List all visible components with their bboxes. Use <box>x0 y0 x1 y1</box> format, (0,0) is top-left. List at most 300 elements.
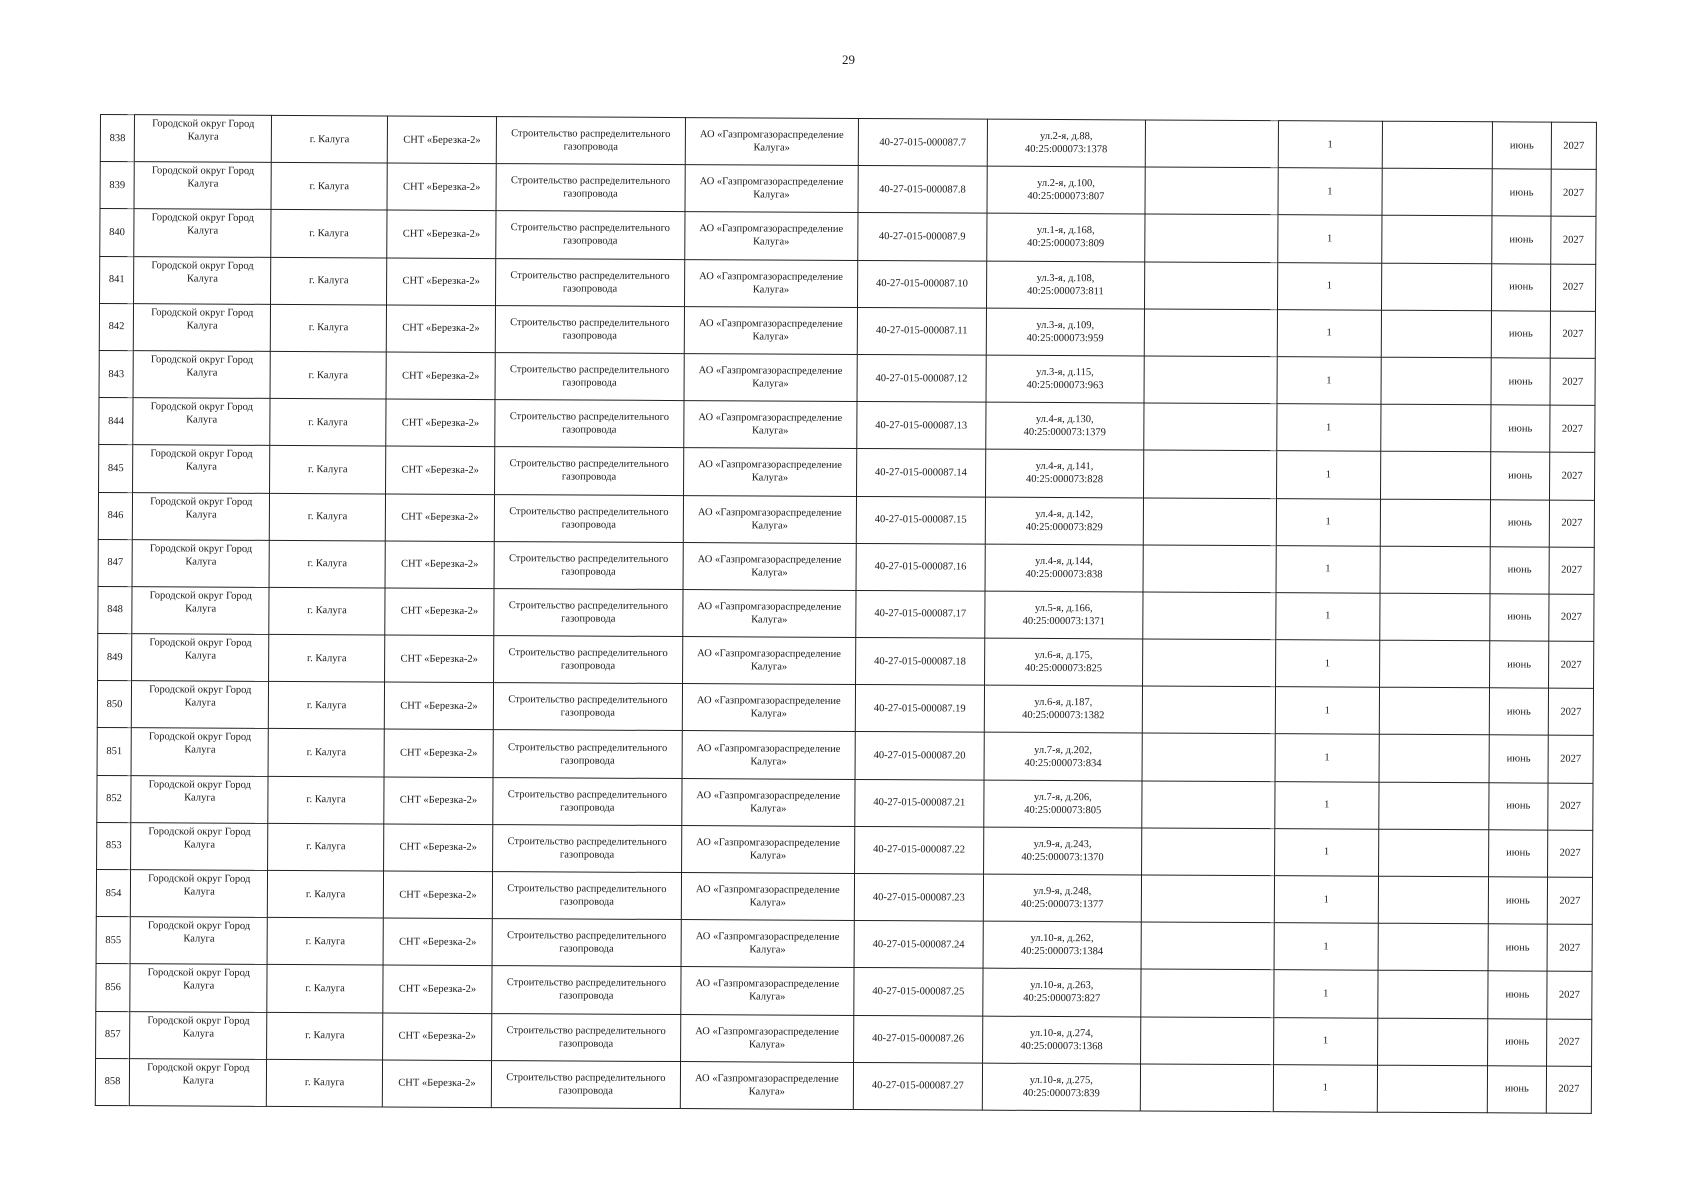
address-cadastral-line1: ул.4-я, д.142, <box>1035 508 1094 520</box>
quantity: 1 <box>1277 404 1381 452</box>
city: г. Калуга <box>267 1059 383 1107</box>
quantity: 1 <box>1277 357 1381 405</box>
empty-cell-10 <box>1144 356 1277 404</box>
address-cadastral-line2: 40:25:000073:959 <box>1026 332 1104 345</box>
organization-line2: газораспределение Калуга» <box>750 648 841 673</box>
row-number: 849 <box>98 634 133 681</box>
address-cadastral-line2: 40:25:000073:1371 <box>1022 615 1105 628</box>
city: г. Калуга <box>271 163 387 211</box>
work-description: Строительство распределительного газопровода <box>492 1013 681 1061</box>
organization-line2: газораспределение Калуга» <box>751 507 842 532</box>
municipal-district: Городской округ Город Калуга <box>131 775 268 823</box>
address-cadastral-line1: ул.3-я, д.115, <box>1036 366 1094 379</box>
object-code: 40-27-015-000087.23 <box>854 873 983 921</box>
address-cadastral-line2: 40:25:000073:1370 <box>1021 851 1104 864</box>
row-number: 838 <box>100 115 135 162</box>
empty-cell-10 <box>1144 450 1277 498</box>
table-row <box>100 256 1596 311</box>
month: июнь <box>1491 405 1550 452</box>
address-cadastral <box>983 921 1142 969</box>
address-cadastral-line2: 40:25:000073:1384 <box>1020 946 1104 958</box>
work-description: Строительство распределительного газопровода <box>493 730 682 778</box>
snt-name: СНТ «Березка-2» <box>387 210 496 258</box>
work-description: Строительство распределительного газопровода <box>495 353 684 401</box>
quantity: 1 <box>1273 1064 1377 1112</box>
address-cadastral-line1: ул.7-я, д.202, <box>1034 744 1092 756</box>
organization-line1: АО «Газпром <box>698 412 759 424</box>
year: 2027 <box>1549 500 1594 547</box>
address-cadastral <box>986 308 1145 356</box>
organization-line2: газораспределение Калуга» <box>753 223 844 249</box>
address-cadastral <box>982 1063 1141 1111</box>
address-cadastral-line1: ул.4-я, д.130, <box>1035 414 1094 426</box>
organization-line1: АО «Газпром <box>696 789 757 802</box>
snt-name: СНТ «Березка-2» <box>385 446 494 494</box>
table-row <box>99 445 1595 500</box>
object-code: 40-27-015-000087.21 <box>855 779 984 827</box>
table-row <box>95 1058 1591 1113</box>
row-number: 856 <box>96 964 131 1011</box>
snt-name: СНТ «Березка-2» <box>384 777 493 825</box>
empty-cell-10 <box>1143 545 1276 593</box>
municipal-district: Городской округ Город Калуга <box>132 681 269 729</box>
municipal-district: Городской округ Город Калуга <box>133 492 270 540</box>
organization-line1: АО «Газпром <box>696 837 756 849</box>
month: июнь <box>1487 1066 1546 1113</box>
object-code: 40-27-015-000087.22 <box>855 826 984 874</box>
address-cadastral-line2: 40:25:000073:827 <box>1023 993 1101 1005</box>
row-number: 852 <box>97 775 132 822</box>
organization <box>681 873 855 921</box>
work-description: Строительство распределительного газопровода <box>492 872 681 920</box>
organization <box>685 118 859 166</box>
quantity: 1 <box>1275 640 1379 688</box>
year: 2027 <box>1550 358 1595 405</box>
year: 2027 <box>1547 924 1592 971</box>
organization <box>681 778 855 826</box>
address-cadastral-line1: ул.3-я, д.108, <box>1036 272 1095 284</box>
month: июнь <box>1491 452 1550 499</box>
address-cadastral-line2: 40:25:000073:829 <box>1025 521 1103 533</box>
address-cadastral-line2: 40:25:000073:828 <box>1025 474 1104 486</box>
address-cadastral-line1: ул.9-я, д.243, <box>1033 838 1092 851</box>
address-cadastral-line2: 40:25:000073:1378 <box>1025 143 1108 156</box>
organization <box>682 684 856 732</box>
organization-line1: АО «Газпром <box>695 884 756 896</box>
object-code: 40-27-015-000087.19 <box>855 685 984 733</box>
quantity: 1 <box>1276 451 1380 499</box>
organization-line1: АО «Газпром <box>697 648 757 660</box>
city: г. Калуга <box>267 1012 383 1060</box>
month: июнь <box>1489 688 1548 735</box>
empty-cell-10 <box>1145 167 1278 215</box>
address-cadastral <box>984 591 1143 639</box>
empty-cell-10 <box>1144 309 1277 357</box>
organization-line1: АО «Газпром <box>697 553 758 566</box>
row-number: 855 <box>96 917 131 964</box>
organization <box>681 920 855 968</box>
empty-cell-12 <box>1381 357 1492 405</box>
organization <box>684 306 858 354</box>
quantity: 1 <box>1274 923 1378 971</box>
empty-cell-12 <box>1381 310 1492 358</box>
year: 2027 <box>1547 971 1592 1018</box>
object-code: 40-27-015-000087.14 <box>857 449 986 497</box>
work-description: Строительство распределительного газопровода <box>493 683 682 731</box>
municipal-district: Городской округ Город Калуга <box>135 115 272 163</box>
municipal-district: Городской округ Город Калуга <box>130 1011 267 1059</box>
object-code: 40-27-015-000087.17 <box>856 590 985 638</box>
empty-cell-12 <box>1380 546 1491 594</box>
address-cadastral <box>986 214 1145 262</box>
empty-cell-10 <box>1142 733 1275 781</box>
empty-cell-10 <box>1145 214 1278 262</box>
row-number: 846 <box>98 492 133 539</box>
address-cadastral <box>985 402 1144 450</box>
month: июнь <box>1492 122 1551 169</box>
empty-cell-10 <box>1145 120 1278 168</box>
address-cadastral <box>984 638 1143 686</box>
quantity: 1 <box>1276 498 1380 546</box>
year: 2027 <box>1551 216 1596 263</box>
row-number: 853 <box>97 822 132 869</box>
month: июнь <box>1490 641 1549 688</box>
snt-name: СНТ «Березка-2» <box>382 1060 491 1108</box>
quantity: 1 <box>1275 734 1379 782</box>
organization-line2: газораспределение Калуга» <box>748 1026 840 1051</box>
object-code: 40-27-015-000087.18 <box>856 638 985 686</box>
municipal-district: Городской округ Город Калуга <box>133 445 270 493</box>
year: 2027 <box>1547 877 1592 924</box>
row-number: 847 <box>98 539 133 586</box>
month: июнь <box>1489 782 1548 829</box>
empty-cell-10 <box>1141 875 1274 923</box>
address-cadastral-line2: 40:25:000073:839 <box>1022 1087 1100 1100</box>
organization <box>680 967 854 1015</box>
row-number: 851 <box>97 728 132 775</box>
organization <box>683 448 857 496</box>
address-cadastral-line1: ул.4-я, д.144, <box>1035 555 1093 567</box>
quantity: 1 <box>1277 309 1381 357</box>
city: г. Калуга <box>271 257 387 305</box>
snt-name: СНТ «Березка-2» <box>386 258 495 306</box>
work-description: Строительство распределительного газопровода <box>496 258 685 306</box>
address-cadastral-line1: ул.4-я, д.141, <box>1035 461 1094 473</box>
table-row <box>97 822 1593 877</box>
empty-cell-10 <box>1144 403 1277 451</box>
object-code: 40-27-015-000087.20 <box>855 732 984 780</box>
table-row <box>98 539 1594 594</box>
address-cadastral <box>986 261 1145 309</box>
work-description: Строительство распределительного газопровода <box>494 588 683 636</box>
month: июнь <box>1491 358 1550 405</box>
organization-line2: газораспределение Калуга» <box>753 129 844 154</box>
month: июнь <box>1489 735 1548 782</box>
organization-line2: газораспределение Калуга» <box>751 459 842 485</box>
work-description: Строительство распределительного газопровода <box>494 636 683 684</box>
month: июнь <box>1488 1018 1547 1065</box>
object-code: 40-27-015-000087.15 <box>856 496 985 544</box>
object-code: 40-27-015-000087.12 <box>857 354 986 402</box>
empty-cell-12 <box>1378 923 1489 971</box>
empty-cell-12 <box>1377 1018 1488 1066</box>
empty-cell-10 <box>1142 781 1275 829</box>
city: г. Калуга <box>268 870 384 918</box>
table-row <box>99 303 1595 358</box>
object-code: 40-27-015-000087.10 <box>858 260 987 308</box>
row-number: 844 <box>99 398 134 445</box>
quantity: 1 <box>1278 121 1382 169</box>
snt-name: СНТ «Березка-2» <box>386 305 495 353</box>
month: июнь <box>1489 830 1548 877</box>
table-row <box>96 964 1592 1019</box>
organization-line1: АО «Газпром <box>699 223 760 235</box>
empty-cell-12 <box>1379 735 1490 783</box>
organization-line2: газораспределение Калуга» <box>749 931 840 956</box>
address-cadastral <box>985 544 1144 592</box>
table-row <box>98 586 1594 641</box>
work-description: Строительство распределительного газопровода <box>496 211 685 259</box>
quantity: 1 <box>1273 1017 1377 1065</box>
table-row <box>96 917 1592 972</box>
empty-cell-12 <box>1378 971 1489 1019</box>
municipal-district: Городской округ Город Калуга <box>134 209 271 257</box>
month: июнь <box>1492 263 1551 310</box>
year: 2027 <box>1548 736 1593 783</box>
snt-name: СНТ «Березка-2» <box>385 541 494 589</box>
work-description: Строительство распределительного газопровода <box>496 164 685 212</box>
object-code: 40-27-015-000087.16 <box>856 543 985 591</box>
row-number: 857 <box>96 1011 131 1058</box>
organization-line2: газораспределение Калуга» <box>750 790 841 815</box>
work-description: Строительство распределительного газопровода <box>495 305 684 353</box>
year: 2027 <box>1548 688 1593 735</box>
quantity: 1 <box>1278 215 1382 263</box>
snt-name: СНТ «Березка-2» <box>386 352 495 400</box>
work-description: Строительство распределительного газопровода <box>496 117 685 165</box>
city: г. Калуга <box>267 918 383 966</box>
snt-name: СНТ «Березка-2» <box>383 871 492 919</box>
empty-cell-10 <box>1143 639 1276 687</box>
table-row <box>97 728 1593 783</box>
address-cadastral <box>987 166 1146 214</box>
table-row <box>100 209 1596 264</box>
year: 2027 <box>1550 264 1595 311</box>
organization <box>681 825 855 873</box>
city: г. Калуга <box>269 682 385 730</box>
municipal-district: Городской округ Город Калуга <box>134 162 271 210</box>
organization-line1: АО «Газпром <box>696 742 757 754</box>
organization-line1: АО «Газпром <box>695 1025 755 1038</box>
snt-name: СНТ «Березка-2» <box>386 399 495 447</box>
quantity: 1 <box>1275 781 1379 829</box>
quantity: 1 <box>1274 876 1378 924</box>
empty-cell-10 <box>1141 922 1274 970</box>
address-cadastral-line2: 40:25:000073:1368 <box>1020 1040 1103 1052</box>
snt-name: СНТ «Березка-2» <box>383 965 492 1013</box>
snt-name: СНТ «Березка-2» <box>384 824 493 872</box>
object-code: 40-27-015-000087.8 <box>858 166 987 214</box>
organization-line1: АО «Газпром <box>699 270 759 283</box>
empty-cell-12 <box>1380 499 1491 547</box>
quantity: 1 <box>1278 168 1382 216</box>
address-cadastral-line1: ул.6-я, д.175, <box>1034 650 1093 662</box>
empty-cell-12 <box>1380 593 1491 641</box>
organization <box>680 1014 854 1062</box>
year: 2027 <box>1549 452 1594 499</box>
work-description: Строительство распределительного газопровода <box>492 966 681 1014</box>
organization-line1: АО «Газпром <box>699 129 760 141</box>
year: 2027 <box>1550 405 1595 452</box>
organization <box>683 542 857 590</box>
organization <box>684 212 858 260</box>
table-row <box>96 1011 1592 1066</box>
organization-line1: АО «Газпром <box>697 506 758 519</box>
organization-line1: АО «Газпром <box>695 931 756 943</box>
address-cadastral <box>985 497 1144 545</box>
address-cadastral-line1: ул.2-я, д.88, <box>1039 131 1093 143</box>
address-cadastral <box>983 780 1142 828</box>
quantity: 1 <box>1275 687 1379 735</box>
snt-name: СНТ «Березка-2» <box>384 635 493 683</box>
organization <box>683 401 857 449</box>
object-code: 40-27-015-000087.13 <box>857 402 986 450</box>
empty-cell-10 <box>1141 969 1274 1017</box>
address-cadastral-line1: ул.3-я, д.109, <box>1036 319 1095 332</box>
table-row <box>100 115 1596 170</box>
address-cadastral-line1: ул.10-я, д.262, <box>1030 933 1094 945</box>
address-cadastral-line2: 40:25:000073:807 <box>1027 191 1105 203</box>
city: г. Калуга <box>271 210 387 258</box>
city: г. Калуга <box>271 304 387 352</box>
organization-line2: газораспределение Калуга» <box>750 695 841 720</box>
snt-name: СНТ «Березка-2» <box>383 1013 492 1061</box>
organization <box>684 353 858 401</box>
address-cadastral-line2: 40:25:000073:825 <box>1024 663 1103 675</box>
object-code: 40-27-015-000087.24 <box>854 921 983 969</box>
quantity: 1 <box>1274 970 1378 1018</box>
row-number: 858 <box>95 1058 130 1105</box>
address-cadastral-line1: ул.10-я, д.274, <box>1030 1027 1094 1039</box>
snt-name: СНТ «Березка-2» <box>385 494 494 542</box>
address-cadastral-line2: 40:25:000073:805 <box>1024 804 1102 816</box>
table-body <box>95 115 1596 1114</box>
gasification-table <box>95 114 1597 1114</box>
organization-line2: газораспределение Калуга» <box>752 412 843 437</box>
organization-line1: АО «Газпром <box>696 695 757 707</box>
organization-line2: газораспределение Калуга» <box>752 318 843 343</box>
city: г. Калуга <box>268 729 384 777</box>
row-number: 840 <box>100 209 135 256</box>
address-cadastral-line1: ул.9-я, д.248, <box>1033 885 1092 898</box>
empty-cell-12 <box>1381 263 1492 311</box>
address-cadastral-line2: 40:25:000073:1382 <box>1022 710 1105 722</box>
organization-line2: газораспределение Калуга» <box>751 554 842 579</box>
object-code: 40-27-015-000087.25 <box>854 968 983 1016</box>
row-number: 848 <box>98 586 133 633</box>
city: г. Калуга <box>270 493 386 541</box>
address-cadastral-line1: ул.5-я, д.166, <box>1034 602 1093 615</box>
municipal-district: Городской округ Город Калуга <box>130 1058 267 1106</box>
organization-line2: газораспределение Калуга» <box>749 837 841 862</box>
row-number: 845 <box>99 445 134 492</box>
object-code: 40-27-015-000087.11 <box>857 307 986 355</box>
row-number: 839 <box>100 162 135 209</box>
municipal-district: Городской округ Город Калуга <box>134 256 271 304</box>
table-row <box>99 398 1595 453</box>
city: г. Калуга <box>269 540 385 588</box>
address-cadastral-line1: ул.7-я, д.206, <box>1033 791 1092 803</box>
organization-line2: газораспределение Калуга» <box>753 176 844 201</box>
quantity: 1 <box>1277 262 1381 310</box>
snt-name: СНТ «Березка-2» <box>387 163 496 211</box>
city: г. Калуга <box>270 399 386 447</box>
city: г. Калуга <box>272 115 388 163</box>
month: июнь <box>1488 924 1547 971</box>
organization-line1: АО «Газпром <box>699 176 760 188</box>
organization <box>683 495 857 543</box>
empty-cell-12 <box>1378 876 1489 924</box>
empty-cell-12 <box>1382 168 1493 216</box>
address-cadastral-line2: 40:25:000073:838 <box>1025 568 1103 581</box>
address-cadastral-line1: ул.10-я, д.263, <box>1030 980 1094 992</box>
row-number: 854 <box>96 869 131 916</box>
year: 2027 <box>1546 1066 1591 1113</box>
month: июнь <box>1490 594 1549 641</box>
quantity: 1 <box>1276 593 1380 641</box>
quantity: 1 <box>1274 828 1378 876</box>
municipal-district: Городской округ Город Калуга <box>132 587 269 635</box>
empty-cell-12 <box>1381 216 1492 264</box>
object-code: 40-27-015-000087.7 <box>858 118 987 166</box>
empty-cell-12 <box>1382 121 1493 169</box>
address-cadastral-line2: 40:25:000073:811 <box>1027 285 1104 297</box>
month: июнь <box>1492 216 1551 263</box>
organization <box>682 589 856 637</box>
empty-cell-12 <box>1378 829 1489 877</box>
municipal-district: Городской округ Город Калуга <box>130 964 267 1012</box>
organization-line2: газораспределение Калуга» <box>751 601 842 626</box>
work-description: Строительство распределительного газопровода <box>494 494 683 542</box>
empty-cell-12 <box>1381 404 1492 452</box>
organization <box>682 637 856 685</box>
address-cadastral-line1: ул.2-я, д.100, <box>1037 178 1095 190</box>
city: г. Калуга <box>268 823 384 871</box>
organization-line2: газораспределение Калуга» <box>748 1073 839 1098</box>
organization-line1: АО «Газпром <box>698 459 758 471</box>
work-description: Строительство распределительного газопровода <box>494 541 683 589</box>
year: 2027 <box>1546 1019 1591 1066</box>
municipal-district: Городской округ Город Калуга <box>133 398 270 446</box>
row-number: 850 <box>97 681 132 728</box>
empty-cell-12 <box>1379 782 1490 830</box>
organization-line1: АО «Газпром <box>698 317 759 330</box>
table-row <box>97 681 1593 736</box>
table-row <box>97 775 1593 830</box>
organization <box>685 165 859 213</box>
year: 2027 <box>1551 169 1596 216</box>
city: г. Калуга <box>269 634 385 682</box>
month: июнь <box>1488 877 1547 924</box>
empty-cell-10 <box>1145 262 1278 310</box>
address-cadastral <box>984 685 1143 733</box>
table-row <box>100 162 1596 217</box>
municipal-district: Городской округ Город Калуга <box>134 303 271 351</box>
address-cadastral-line1: ул.10-я, д.275, <box>1029 1074 1093 1087</box>
empty-cell-10 <box>1140 1064 1273 1112</box>
work-description: Строительство распределительного газопровода <box>495 400 684 448</box>
snt-name: СНТ «Березка-2» <box>385 588 494 636</box>
